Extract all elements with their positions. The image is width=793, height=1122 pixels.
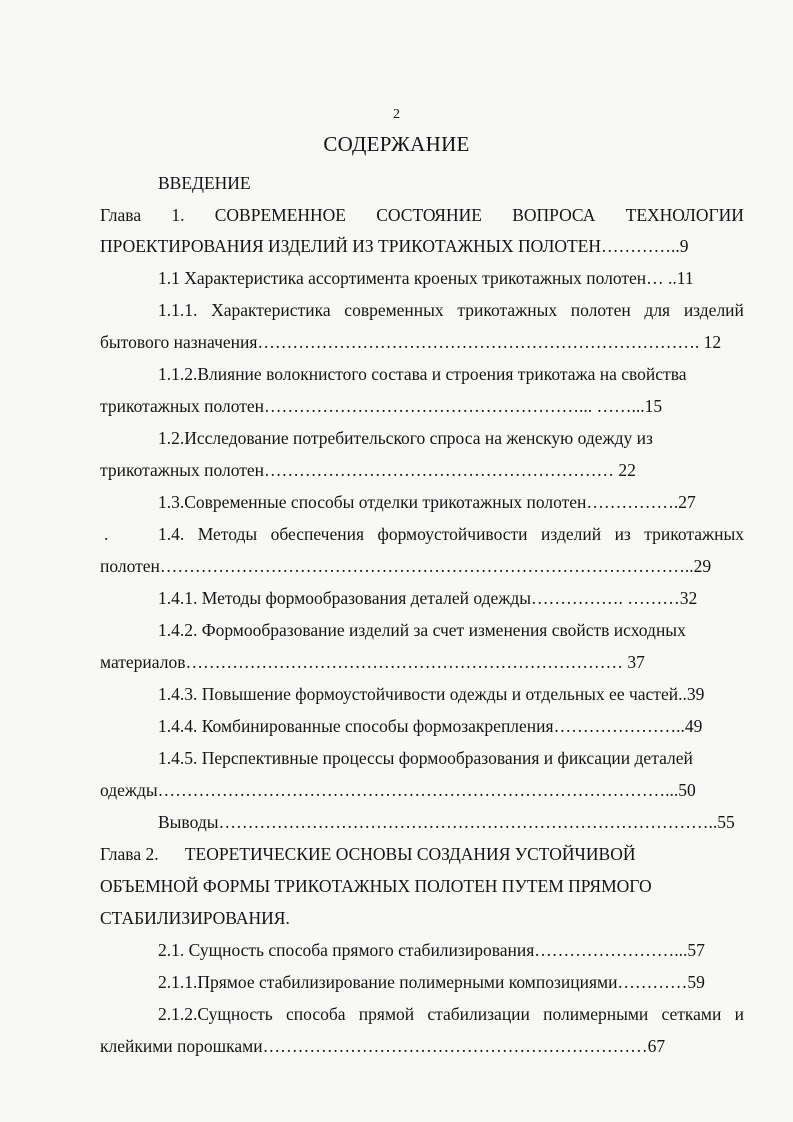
toc-word: полотен — [570, 300, 631, 320]
toc-word: СОСТОЯНИЕ — [376, 205, 482, 225]
toc-entry-1-4-2-cont: материалов………………………………………………………………… 37 — [100, 652, 645, 672]
toc-chapter-2-heading-cont: ОБЪЕМНОЙ ФОРМЫ ТРИКОТАЖНЫХ ПОЛОТЕН ПУТЕМ ПРЯМОГО — [100, 876, 652, 896]
stray-mark: . — [104, 524, 109, 544]
toc-word: Глава — [100, 205, 142, 225]
toc-word: для — [644, 300, 671, 320]
toc-word: изделий — [683, 300, 744, 320]
toc-entry-1-4-4: 1.4.4. Комбинированные способы формозакрепления…………………..49 — [158, 716, 703, 736]
toc-entry-2-1-1: 2.1.1.Прямое стабилизирование полимерными композициями…………59 — [158, 972, 705, 992]
toc-chapter-2-heading-end: СТАБИЛИЗИРОВАНИЯ. — [100, 908, 290, 928]
toc-word: современных — [344, 300, 444, 320]
toc-entry-1-1: 1.1 Характеристика ассортимента кроеных трикотажных полотен… ..11 — [158, 268, 694, 288]
toc-word: 1.1.1. — [158, 300, 198, 320]
toc-word: прямой — [358, 1004, 415, 1024]
toc-entry-1-4-5-cont: одежды……………………………………………………………………………...50 — [100, 780, 696, 800]
toc-entry-1-4-cont: полотен………………………………………………………………………………..29 — [100, 556, 712, 576]
toc-chapter-1-heading — [100, 203, 744, 227]
page-number: 2 — [393, 107, 400, 122]
toc-word: СОВРЕМЕННОЕ — [214, 205, 346, 225]
toc-entry-2-1: 2.1. Сущность способа прямого стабилизирования……………………...57 — [158, 940, 705, 960]
toc-entry-1-2: 1.2.Исследование потребительского спроса на женскую одежду из — [158, 428, 653, 448]
toc-entry-1-1-1 — [158, 298, 744, 322]
toc-entry-1-4-3: 1.4.3. Повышение формоустойчивости одежды и отдельных ее частей..39 — [158, 684, 705, 704]
toc-entry-1-4 — [158, 522, 744, 546]
toc-entry-1-1-2: 1.1.2.Влияние волокнистого состава и строения трикотажа на свойства — [158, 364, 687, 384]
toc-word: обеспечения — [270, 524, 365, 544]
toc-word: Характеристика — [211, 300, 331, 320]
toc-entry-1-1-2-cont: трикотажных полотен………………………………………………... ……...15 — [100, 396, 663, 416]
toc-word: 1.4. — [158, 524, 185, 544]
toc-conclusions: Выводы…………………………………………………………………………..55 — [158, 812, 735, 832]
toc-entry-1-2-cont: трикотажных полотен…………………………………………………… 22 — [100, 460, 636, 480]
toc-entry-2-1-2 — [158, 1002, 744, 1026]
toc-entry-1-4-1: 1.4.1. Методы формообразования деталей одежды……………. ………32 — [158, 588, 698, 608]
toc-word: 2.1.2.Сущность — [158, 1004, 273, 1024]
toc-word: стабилизации — [427, 1004, 530, 1024]
toc-entry-1-4-5: 1.4.5. Перспективные процессы формообразования и фиксации деталей — [158, 748, 693, 768]
toc-entry-1-1-1-cont: бытового назначения…………………………………………………………………. 12 — [100, 332, 722, 352]
toc-word: трикотажных — [644, 524, 744, 544]
toc-entry-1-4-2: 1.4.2. Формообразование изделий за счет изменения свойств исходных — [158, 620, 686, 640]
toc-word: 1. — [171, 205, 185, 225]
toc-word: полимерными — [543, 1004, 649, 1024]
toc-word: формоустойчивости — [377, 524, 528, 544]
toc-word: изделий — [541, 524, 602, 544]
page-title: СОДЕРЖАНИЕ — [323, 132, 470, 156]
toc-word: сетками — [661, 1004, 722, 1024]
toc-chapter-1-heading-cont: ПРОЕКТИРОВАНИЯ ИЗДЕЛИЙ ИЗ ТРИКОТАЖНЫХ ПОЛОТЕН…………..9 — [100, 236, 689, 256]
toc-word: трикотажных — [457, 300, 558, 320]
toc-word: Методы — [197, 524, 258, 544]
toc-word: из — [614, 524, 631, 544]
toc-chapter-2-heading: Глава 2. ТЕОРЕТИЧЕСКИЕ ОСНОВЫ СОЗДАНИЯ УСТОЙЧИВОЙ — [100, 844, 636, 864]
toc-word: ВОПРОСА — [512, 205, 596, 225]
toc-intro: ВВЕДЕНИЕ — [158, 173, 251, 193]
toc-word: ТЕХНОЛОГИИ — [625, 205, 744, 225]
toc-word: и — [734, 1004, 744, 1024]
toc-entry-2-1-2-cont: клейкими порошками…………………………………………………………67 — [100, 1036, 666, 1056]
toc-word: способа — [286, 1004, 346, 1024]
toc-entry-1-3: 1.3.Современные способы отделки трикотажных полотен…………….27 — [158, 492, 696, 512]
